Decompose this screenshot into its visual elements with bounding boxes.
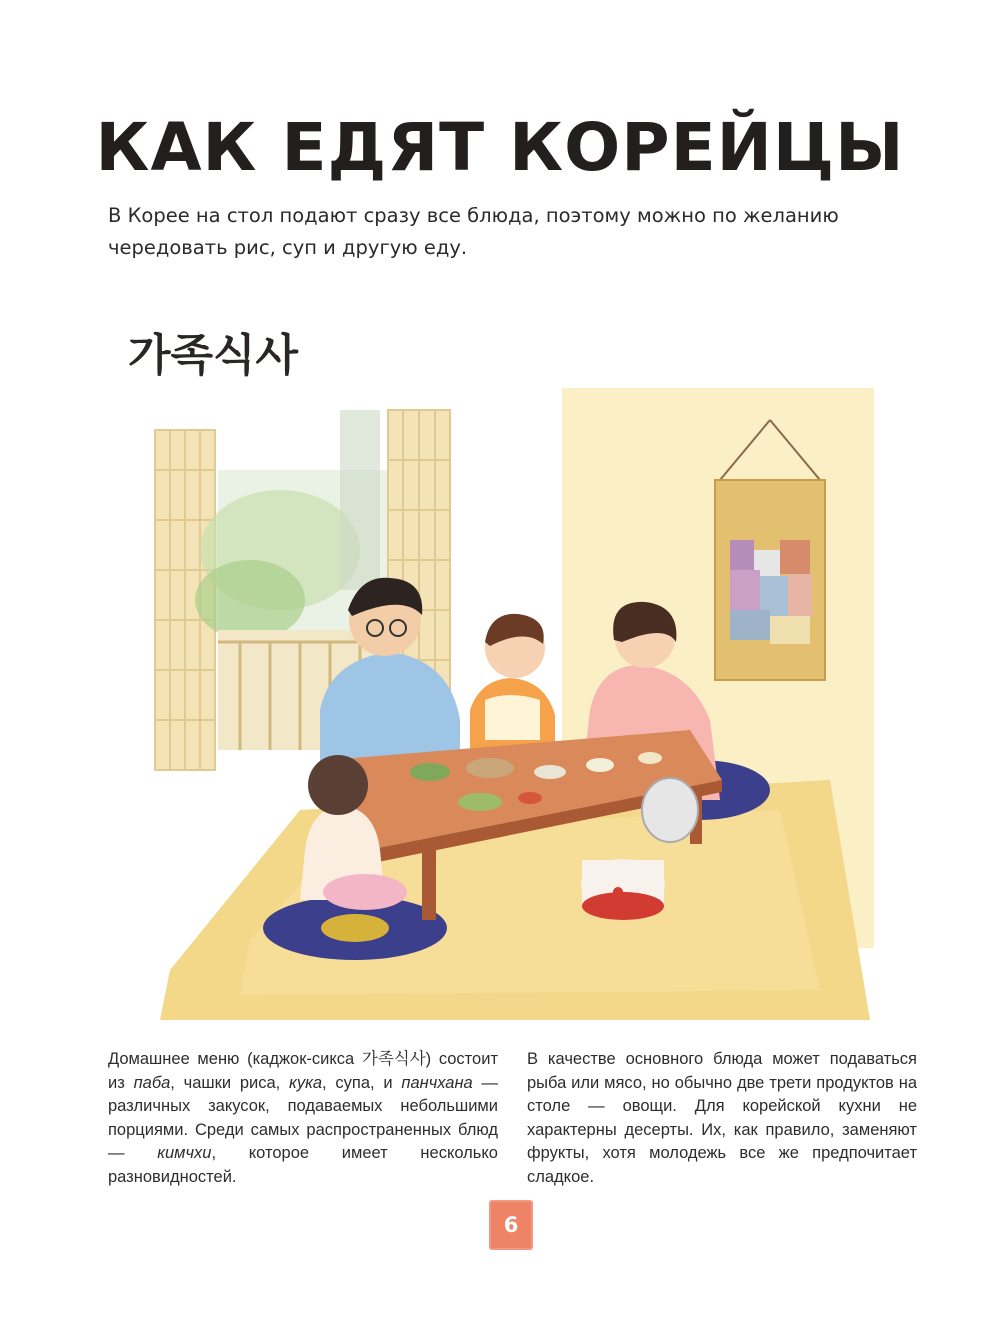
korean-term: 가족식사 bbox=[361, 1050, 426, 1068]
text-fragment: Домашнее меню (каджок-сикса bbox=[108, 1050, 362, 1068]
text-fragment: , супа, и bbox=[322, 1073, 402, 1092]
family-meal-illustration bbox=[130, 380, 890, 1020]
text-fragment: — различных закусок, подаваемых небольшими порциями. Среди самых распространенных блюд — bbox=[108, 1073, 499, 1162]
term-paba: паба bbox=[133, 1073, 171, 1092]
text-column-left bbox=[108, 1048, 498, 1189]
text-fragment: ) состоит из bbox=[108, 1050, 499, 1092]
intro-text: В Корее на стол подают сразу все блюда, поэтому можно по желанию чередовать рис, суп и другую еду. bbox=[108, 204, 839, 259]
term-kuka: кука bbox=[289, 1073, 323, 1092]
korean-title: 가족식사 bbox=[128, 330, 299, 381]
text-column-right: В качестве основного блюда может подаваться рыба или мясо, но обычно две трети продуктов на столе — овощи. Для корейской кухни не характерны десерты. Их, как правило, заменяют фрукты, хотя молодежь все же предпочитает сладкое. bbox=[527, 1050, 917, 1186]
text-fragment: , чашки риса, bbox=[170, 1073, 290, 1092]
term-kimchi: кимчхи bbox=[157, 1144, 212, 1162]
boy bbox=[470, 614, 555, 750]
page-title: КАК ЕДЯТ КОРЕЙЦЫ bbox=[95, 109, 905, 186]
text-fragment: , которое имеет несколько разновидностей. bbox=[108, 1144, 498, 1186]
page-number-badge: 6 bbox=[489, 1200, 533, 1250]
term-panchkhana: панчхана bbox=[401, 1073, 473, 1092]
